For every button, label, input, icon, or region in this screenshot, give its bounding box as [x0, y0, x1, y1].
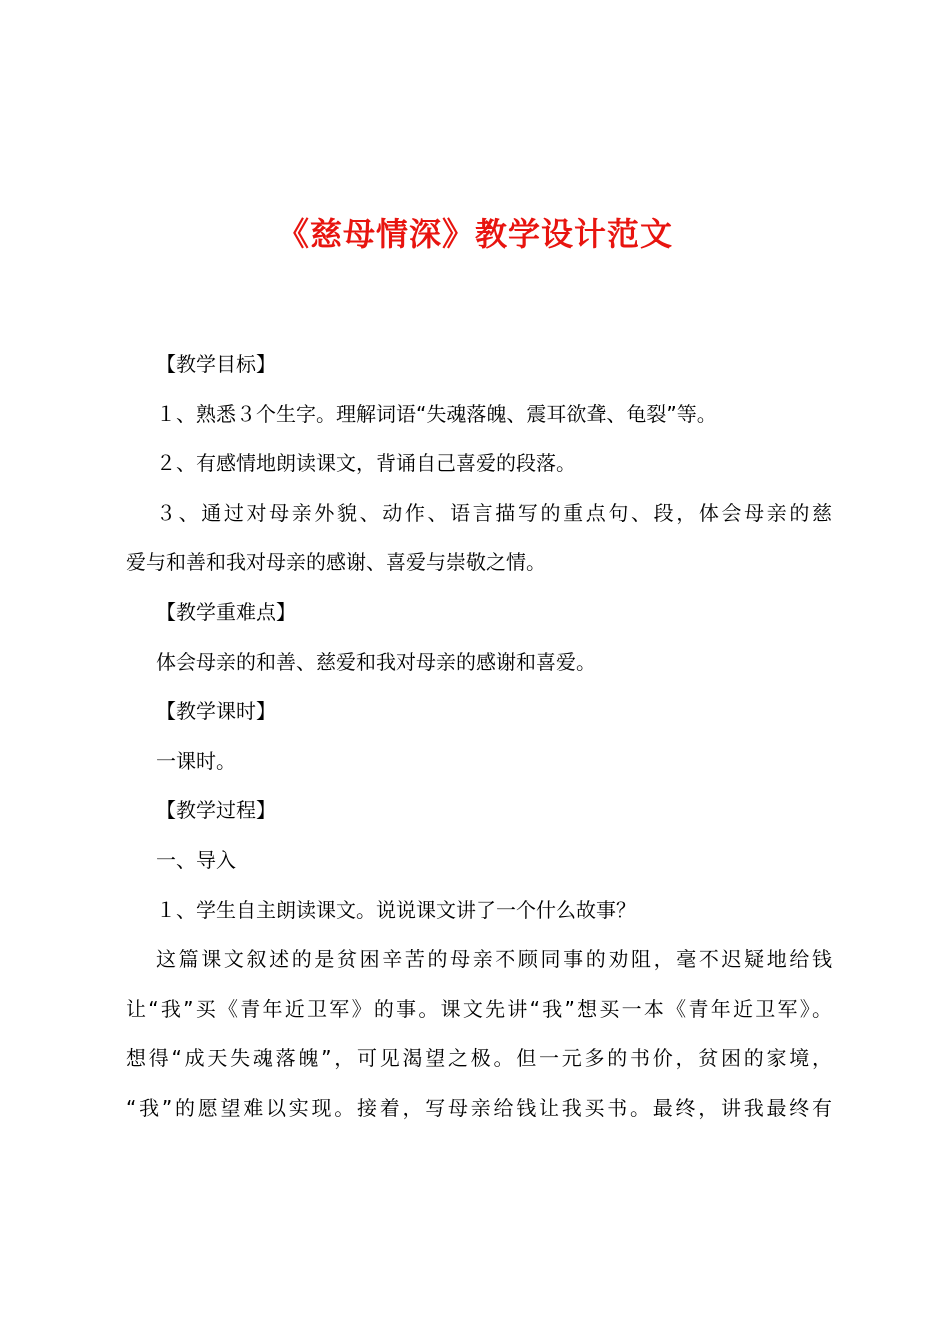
paragraph-line: １、学生自主朗读课文。说说课文讲了一个什么故事？ [156, 897, 636, 922]
section-heading-periods: 【教学课时】 [156, 699, 276, 724]
subsection-heading: 一、导入 [156, 847, 236, 872]
paragraph-line: 让“我”买《青年近卫军》的事。课文先讲“我”想买一本《青年近卫军》。 [126, 996, 832, 1021]
paragraph-line: １、熟悉３个生字。理解词语“失魂落魄、震耳欲聋、龟裂”等。 [156, 401, 717, 426]
paragraph-line: 想得“成天失魂落魄”，可见渴望之极。但一元多的书价，贫困的家境， [126, 1046, 832, 1071]
paragraph-line: ２、有感情地朗读课文，背诵自己喜爱的段落。 [156, 451, 576, 476]
section-heading-key-points: 【教学重难点】 [156, 599, 296, 624]
document-title: 《慈母情深》教学设计范文 [276, 215, 673, 253]
paragraph-line: 体会母亲的和善、慈爱和我对母亲的感谢和喜爱。 [156, 649, 596, 674]
paragraph-line: “我”的愿望难以实现。接着，写母亲给钱让我买书。最终，讲我最终有 [126, 1095, 832, 1120]
paragraph-line: 这篇课文叙述的是贫困辛苦的母亲不顾同事的劝阻，毫不迟疑地给钱 [156, 947, 832, 972]
section-heading-goals: 【教学目标】 [156, 352, 276, 376]
paragraph-line: 一课时。 [156, 748, 236, 773]
paragraph-line: 爱与和善和我对母亲的感谢、喜爱与崇敬之情。 [126, 550, 546, 575]
section-heading-process: 【教学过程】 [156, 798, 276, 823]
paragraph-line: ３、通过对母亲外貌、动作、语言描写的重点句、段，体会母亲的慈 [156, 500, 832, 525]
document-body [126, 340, 832, 1134]
